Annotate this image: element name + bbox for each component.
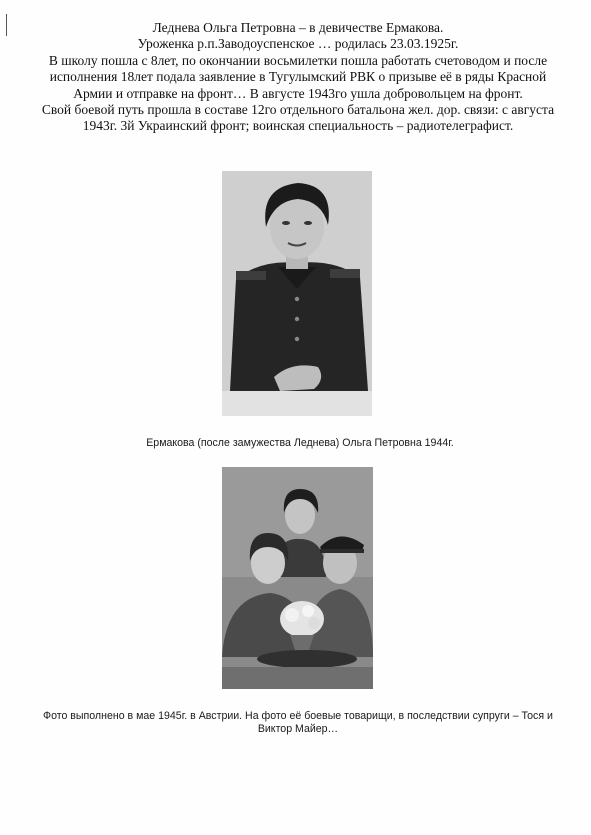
group-photo-1945: [222, 467, 373, 689]
biography-text: [34, 20, 562, 135]
bio-birth-line: Уроженка р.п.Заводоуспенское … родилась 23.03.1925г.: [137, 36, 459, 52]
bio-service-paragraph: Свой боевой путь прошла в составе 12го отдельного батальона жел. дор. связи: с августа 1943г. 3й Украинский фронт; воинская специальность – радиотелеграфист.: [41, 102, 555, 134]
portrait-photo-1944: [222, 171, 372, 416]
bio-name-line: Леднева Ольга Петровна – в девичестве Ермакова.: [152, 20, 444, 35]
portrait-caption: Ермакова (после замужества Леднева) Ольга Петровна 1944г.: [146, 437, 454, 449]
bio-school-paragraph: В школу пошла с 8лет, по окончании восьмилетки пошла работать счетоводом и после исполнения 18лет подала заявление в Тугулымский РВК о призыве её в ряды Красной Армии и отправке на фронт… В августе 1943го ушла добровольцем на фронт.: [48, 52, 548, 101]
group-photo-caption: Фото выполнено в мае 1945г. в Австрии. На фото её боевые товарищи, в последствии супруги – Тося и Виктор Майер…: [43, 710, 553, 735]
scan-edge-mark: [6, 14, 7, 36]
